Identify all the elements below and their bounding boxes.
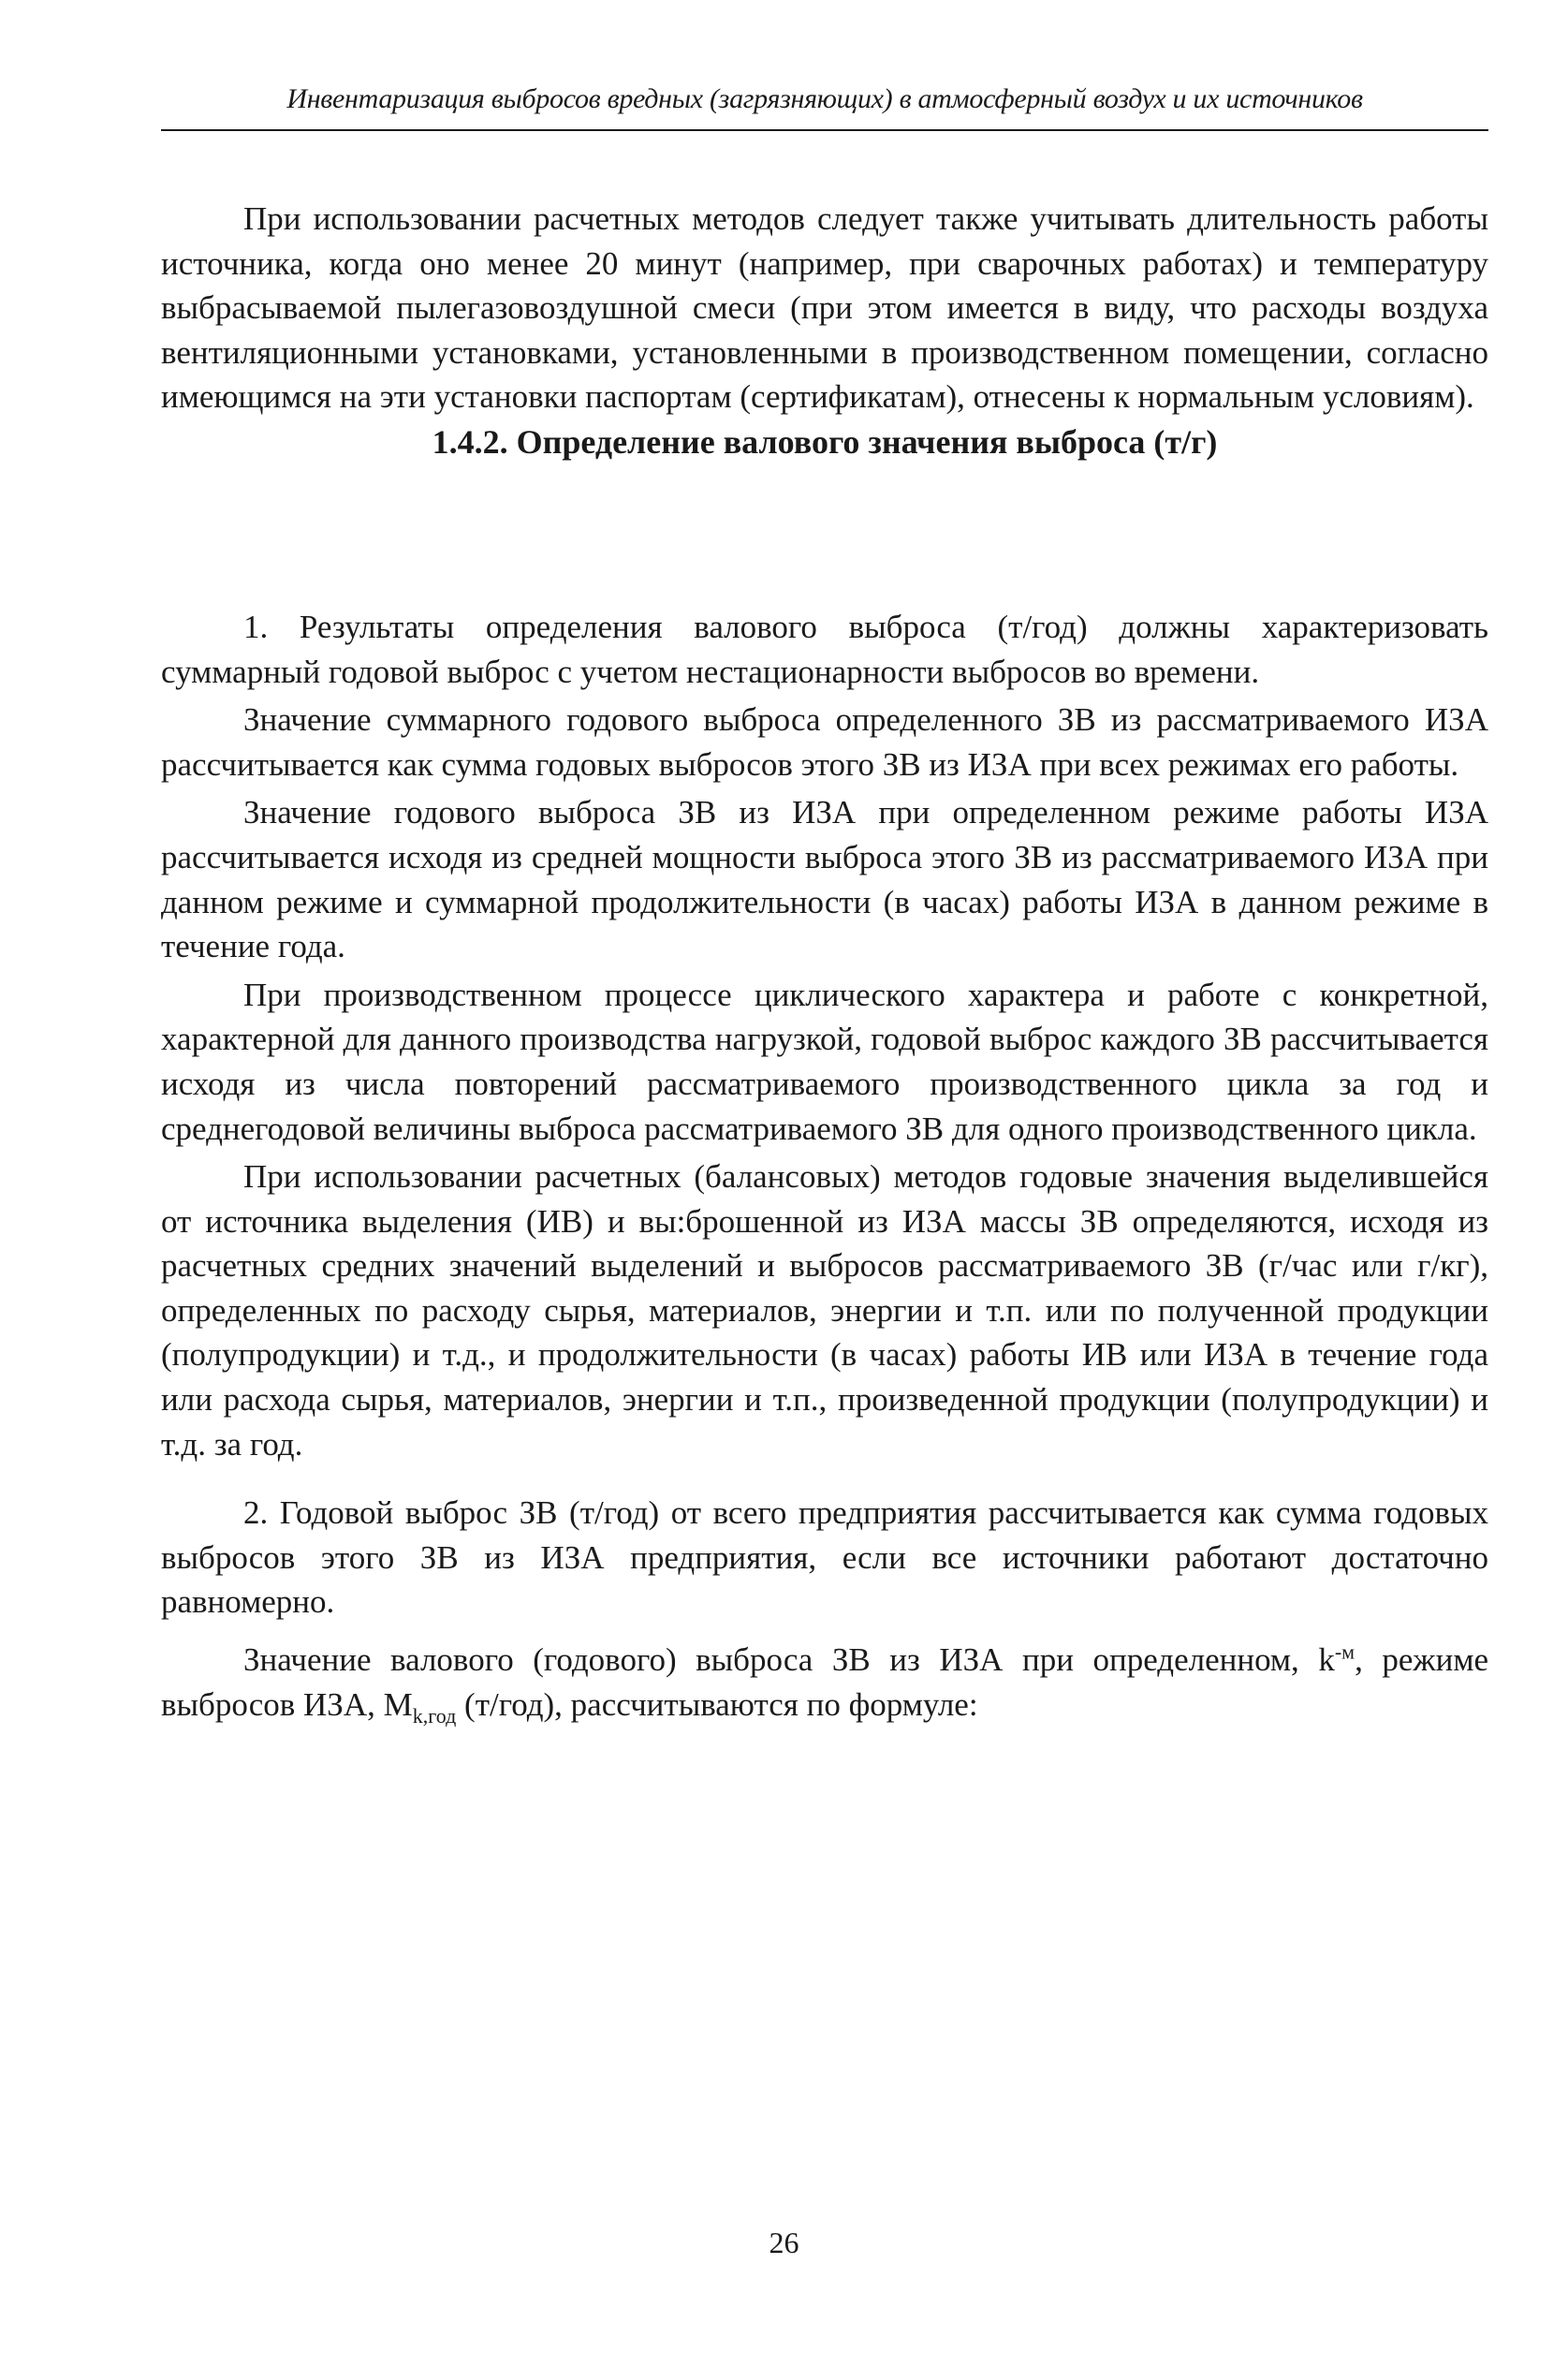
- intro-paragraph: При использовании расчетных методов следует также учитывать длительность работы источника, когда оно менее 20 минут (например, при сварочных работах) и температуру выбрасываемой пылегазовоздушной смеси (при этом имеется в виду, что расходы воздуха вентиляционными установками, установленными в производственном помещении, согласно имеющимся на эти установки паспортам (сертификатам), отнесены к нормальным условиям).: [161, 200, 1488, 416]
- paragraph-6: 2. Годовой выброс ЗВ (т/год) от всего предприятия рассчитывается как сумма годовых выбросов этого ЗВ из ИЗА предприятия, если все источники работают достаточно равномерно.: [161, 1494, 1488, 1621]
- paragraph-2: Значение суммарного годового выброса определенного ЗВ из рассматриваемого ИЗА рассчитывается как сумма годовых выбросов этого ЗВ из ИЗА при всех режимах его работы.: [161, 701, 1488, 783]
- section-heading: 1.4.2. Определение валового значения выброса (т/г): [432, 422, 1218, 461]
- header-rule: [161, 129, 1488, 131]
- formula-intro: [161, 1638, 1488, 1727]
- running-header: Инвентаризация выбросов вредных (загрязняющих) в атмосферный воздух и их источников: [286, 83, 1363, 114]
- paragraph-3: Значение годового выброса ЗВ из ИЗА при определенном режиме работы ИЗА рассчитывается исходя из средней мощности выброса этого ЗВ из рассматриваемого ИЗА при данном режиме и суммарной продолжительности (в часах) работы ИЗА в данном режиме в течение года.: [161, 794, 1488, 965]
- formula-intro-part3: (т/год), рассчитываются по формуле:: [456, 1685, 978, 1723]
- paragraph-1: 1. Результаты определения валового выброса (т/год) должны характеризовать суммарный годовой выброс с учетом нестационарности выбросов во времени.: [161, 608, 1488, 690]
- paragraph-4: При производственном процессе циклического характера и работе с конкретной, характерной для данного производства нагрузкой, годовой выброс каждого ЗВ рассчитывается исходя из числа повторений рассматриваемого производственного цикла за год и среднегодовой величины выброса рассматриваемого ЗВ для одного производственного цикла.: [161, 976, 1488, 1147]
- page-number: 26: [769, 2226, 799, 2259]
- page-body: [161, 197, 1488, 1727]
- formula-intro-part1: Значение валового (годового) выброса ЗВ из ИЗА при определенном, k: [243, 1641, 1335, 1679]
- formula-intro-sup: -м: [1334, 1640, 1356, 1664]
- paragraph-5: При использовании расчетных (балансовых) методов годовые значения выделившейся от источника выделения (ИВ) и вы:брошенной из ИЗА массы ЗВ определяются, исходя из расчетных средних значений выделений и выбросов рассматриваемого ЗВ (г/час или г/кг), определенных по расходу сырья, материалов, энергии и т.п. или по полученной продукции (полупродукции) и т.д., и продолжительности (в часах) работы ИВ или ИЗА в течение года или расхода сырья, материалов, энергии и т.п., произведенной продукции (полупродукции) и т.д. за год.: [161, 1158, 1488, 1463]
- formula-intro-part2: , режиме выбросов ИЗА, M: [161, 1641, 1489, 1723]
- formula-intro-sub: k,год: [412, 1703, 457, 1728]
